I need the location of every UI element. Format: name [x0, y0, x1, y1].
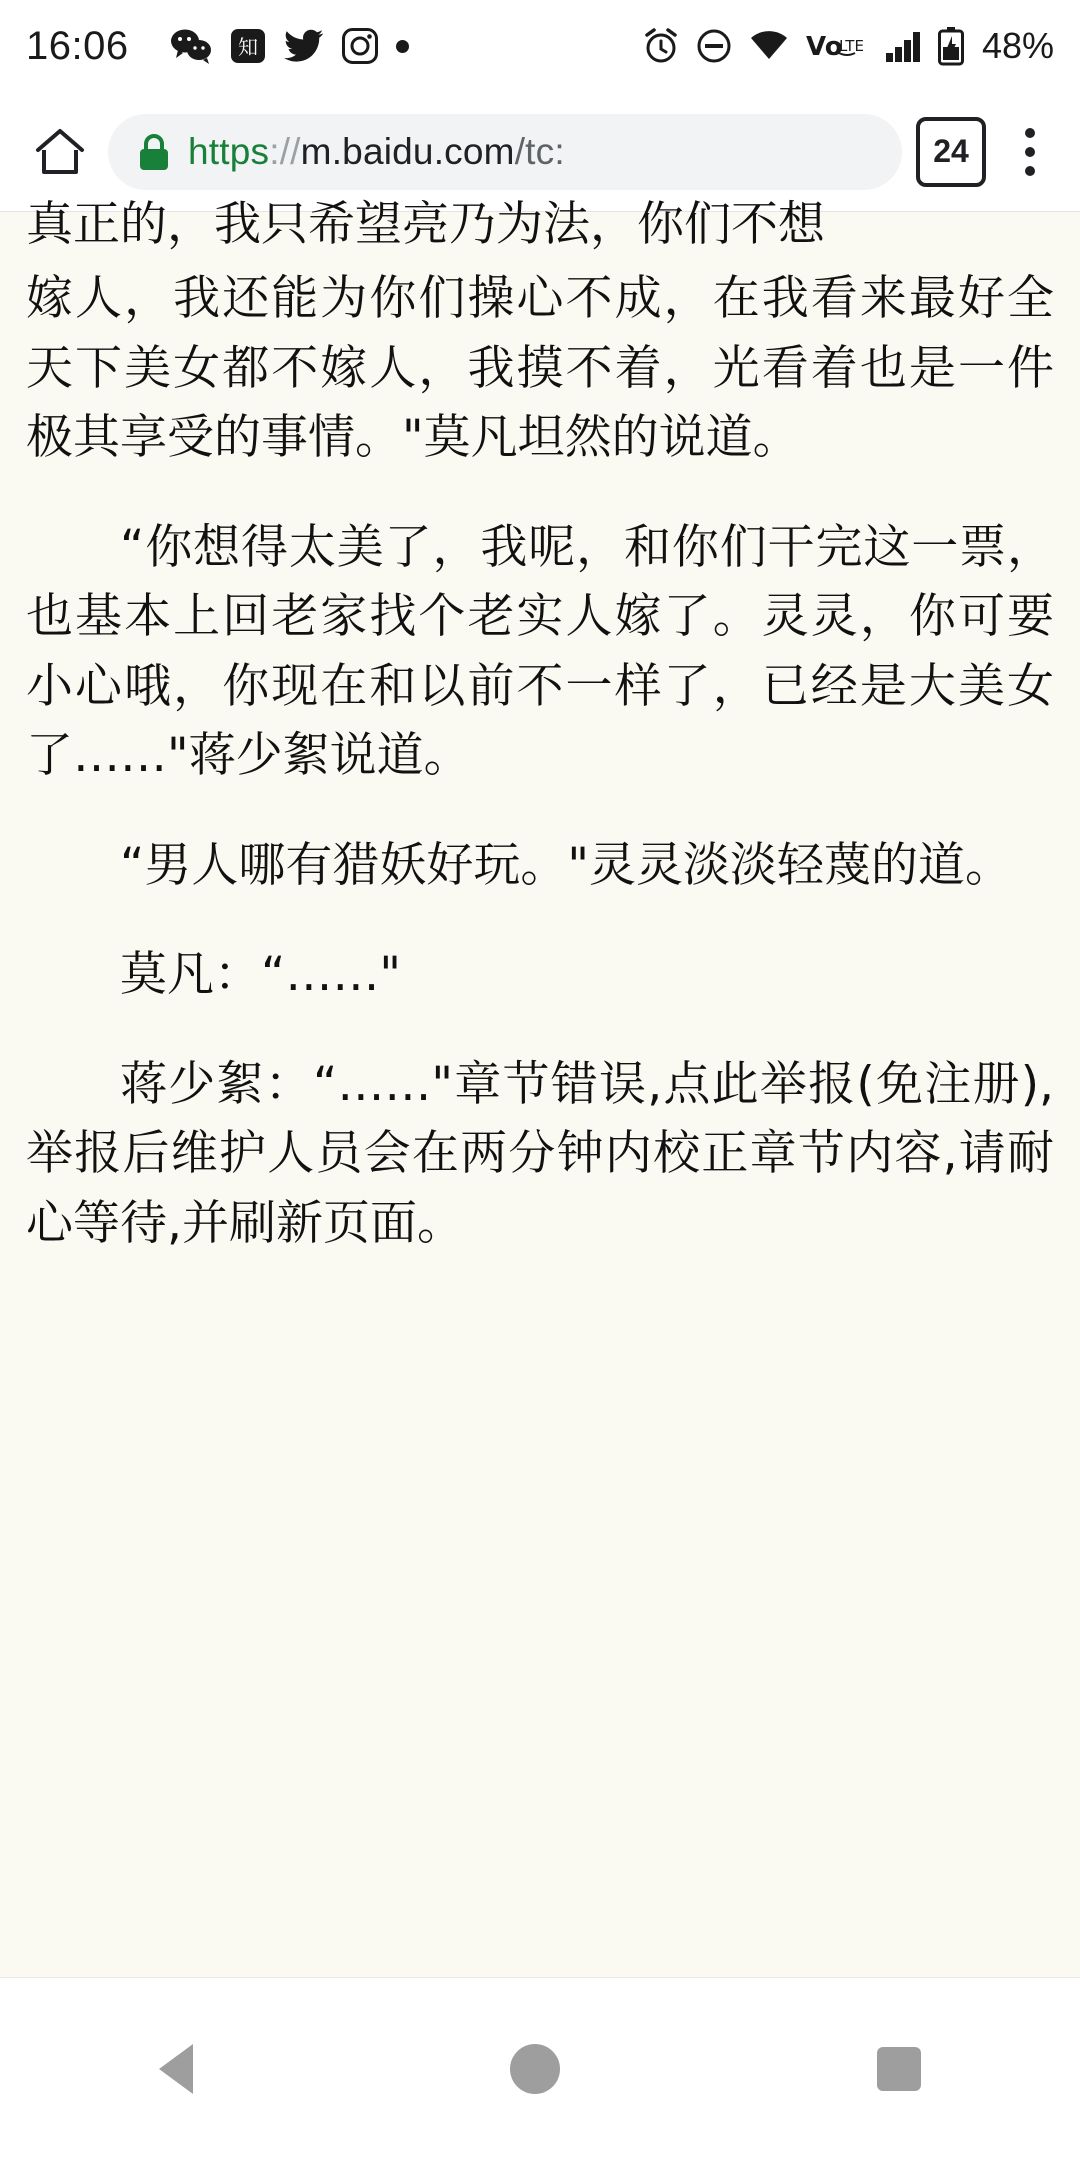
twitter-icon: [284, 29, 324, 63]
svg-text:LTE: LTE: [838, 37, 864, 55]
partial-top-line: 真正的，我只希望亮乃为法，你们不想: [26, 197, 825, 252]
status-clock: 16:06: [26, 23, 129, 68]
url-path: /tc:: [514, 130, 565, 172]
paragraph-3: “男人哪有猎妖好玩。"灵灵淡淡轻蔑的道。: [120, 837, 1012, 893]
web-page-content: [0, 197, 1080, 1978]
volte-icon: [806, 29, 868, 63]
paragraph-2: “你想得太美了，我呢，和你们干完这一票，也基本上回老家找个老实人嫁了。灵灵，你可要小心哦，你现在和以前不一样了，已经是大美女了……"蒋少絮说道。: [26, 519, 1054, 784]
url-separator: ://: [269, 130, 301, 172]
status-bar: [0, 0, 1080, 92]
url-text: [188, 131, 565, 173]
overflow-menu-icon[interactable]: [1002, 114, 1058, 190]
svg-text:Vo: Vo: [805, 32, 843, 62]
battery-percent: 48%: [981, 25, 1054, 66]
paragraph-5-report-notice[interactable]: 蒋少絮：“……"章节错误,点此举报(免注册),举报后维护人员会在两分钟内校正章节内容,请耐心等待,并刷新页面。: [26, 1056, 1054, 1252]
do-not-disturb-icon: [696, 28, 732, 64]
svg-text:知: 知: [238, 35, 258, 59]
recents-square-icon[interactable]: [877, 2047, 921, 2091]
zhihu-icon: [230, 28, 266, 64]
alarm-icon: [642, 27, 680, 65]
home-icon[interactable]: [22, 114, 98, 190]
more-dot-icon: [396, 40, 409, 53]
url-host: m.baidu.com: [300, 130, 515, 172]
instagram-icon: [342, 28, 378, 64]
wifi-icon: [748, 29, 790, 63]
url-scheme: https: [188, 130, 270, 172]
home-circle-icon[interactable]: [510, 2044, 560, 2094]
android-navigation-bar: [0, 1977, 1080, 2160]
status-system-icons: [642, 25, 1054, 67]
novel-reader: [0, 190, 1080, 1259]
url-bar[interactable]: [108, 114, 902, 190]
paragraph-1: 嫁人，我还能为你们操心不成，在我看来最好全天下美女都不嫁人，我摸不着，光看着也是一件极其享受的事情。"莫凡坦然的说道。: [26, 271, 1054, 466]
signal-icon: [884, 29, 922, 63]
wechat-icon: [170, 28, 212, 64]
status-notification-icons: [170, 28, 409, 64]
lock-icon: [136, 132, 172, 172]
battery-icon: [938, 27, 964, 65]
back-triangle-icon[interactable]: [159, 2044, 193, 2094]
paragraph-4: 莫凡：“……": [120, 947, 401, 1003]
tab-switcher-button[interactable]: 24: [916, 117, 986, 187]
